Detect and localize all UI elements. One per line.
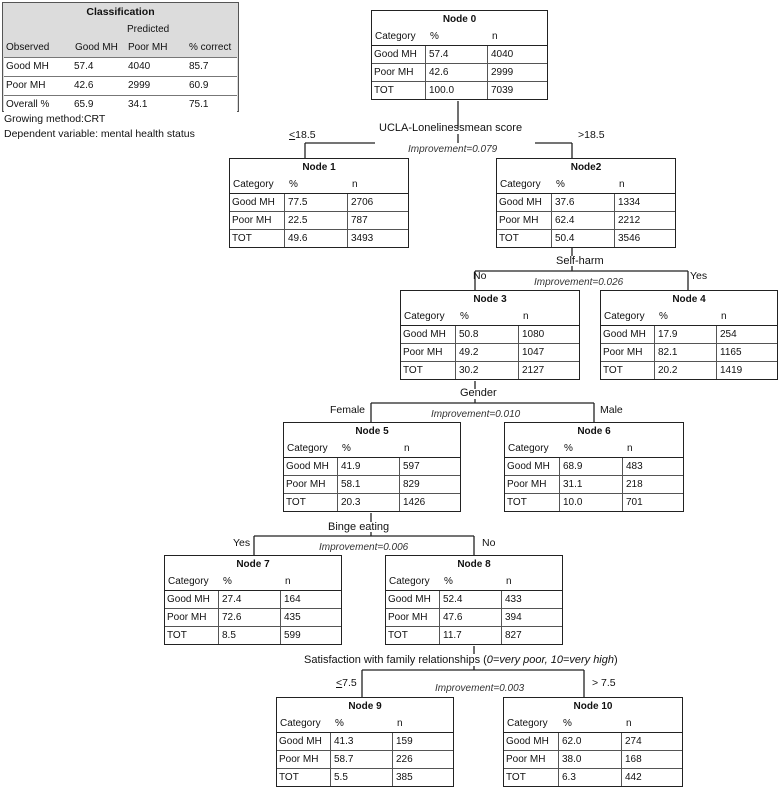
node-cell-n: 1080: [522, 329, 545, 340]
classification-row: [4, 95, 237, 114]
node-cell-category: Poor MH: [279, 754, 319, 765]
node-cell-n: 1426: [403, 497, 426, 508]
node-cell-category: Good MH: [388, 594, 431, 605]
node-cell-n: 274: [625, 736, 642, 747]
classification-row: [4, 76, 237, 95]
node-header-row: [601, 308, 777, 325]
node-row: [372, 63, 547, 81]
classification-header-row: [3, 39, 238, 57]
node-row: [284, 475, 460, 493]
node-cell-category: Poor MH: [388, 612, 428, 623]
node-cell-category: Poor MH: [403, 347, 443, 358]
branch-value: 7.5: [342, 677, 357, 689]
node-row: [504, 750, 682, 768]
node-header-percent: %: [289, 179, 298, 190]
node-header-category: Category: [500, 179, 541, 190]
cell-observed: Overall %: [6, 99, 50, 110]
cell-observed: Good MH: [6, 61, 49, 72]
node-cell-category: Poor MH: [167, 612, 207, 623]
node-cell-category: TOT: [388, 630, 408, 641]
node-row: [505, 458, 683, 475]
node-header-n: n: [397, 718, 403, 729]
node-title: Node 5: [355, 426, 389, 437]
node-header-category: Category: [375, 31, 416, 42]
node-cell-n: 1334: [618, 197, 641, 208]
tree-node: [371, 10, 548, 100]
node-cell-n: 1419: [720, 365, 743, 376]
node-header-percent: %: [556, 179, 565, 190]
node-cell-percent: 8.5: [222, 630, 236, 641]
node-header-n: n: [492, 31, 498, 42]
tree-node: [496, 158, 676, 248]
node-title: Node 10: [573, 701, 613, 712]
branch-label-left: No: [473, 270, 487, 282]
node-header-row: [401, 308, 579, 325]
node-row: [165, 626, 341, 644]
branch-label-right: Male: [600, 404, 623, 416]
branch-value: 18.5: [295, 129, 316, 141]
node-row: [230, 229, 408, 247]
node-row: [601, 326, 777, 343]
classification-title: Classification: [86, 6, 155, 18]
node-cell-percent: 77.5: [288, 197, 308, 208]
node-row: [284, 458, 460, 475]
branch-label-left: [289, 129, 316, 141]
branch-label-right: Yes: [690, 270, 708, 282]
node-cell-category: TOT: [167, 630, 187, 641]
node-cell-n: 7039: [491, 85, 514, 96]
node-cell-percent: 50.4: [555, 233, 575, 244]
node-cell-n: 168: [625, 754, 642, 765]
node-header-percent: %: [444, 576, 453, 587]
node-cell-n: 435: [284, 612, 301, 623]
node-cell-n: 827: [505, 630, 522, 641]
cell-good-mh: 65.9: [74, 99, 94, 110]
split-improvement: Improvement=0.026: [534, 277, 624, 288]
node-cell-category: Poor MH: [506, 754, 546, 765]
node-cell-percent: 5.5: [334, 772, 348, 783]
node-cell-n: 254: [720, 329, 737, 340]
node-row: [372, 46, 547, 63]
node-header-row: [165, 573, 341, 590]
node-header-n: n: [285, 576, 291, 587]
node-header-n: n: [404, 443, 410, 454]
node-cell-percent: 49.6: [288, 233, 308, 244]
node-cell-n: 218: [626, 479, 643, 490]
cell-good-mh: 57.4: [74, 61, 94, 72]
node-cell-category: TOT: [279, 772, 299, 783]
node-cell-category: Poor MH: [507, 479, 547, 490]
node-header-category: Category: [233, 179, 274, 190]
node-header-percent: %: [342, 443, 351, 454]
node-row: [504, 768, 682, 786]
node-row: [601, 361, 777, 379]
tree-node: [283, 422, 461, 512]
node-header-n: n: [352, 179, 358, 190]
cell-percent-correct: 60.9: [189, 80, 209, 91]
node-header-row: [277, 715, 453, 732]
node-cell-percent: 37.6: [555, 197, 575, 208]
node-header-percent: %: [430, 31, 439, 42]
node-header-row: [386, 573, 562, 590]
node-cell-category: Good MH: [286, 461, 329, 472]
node-header-row: [497, 176, 675, 193]
node-row: [277, 768, 453, 786]
node-cell-category: TOT: [506, 772, 526, 783]
node-cell-category: TOT: [232, 233, 252, 244]
split-improvement: Improvement=0.003: [435, 683, 525, 694]
node-header-n: n: [626, 718, 632, 729]
node-row: [386, 608, 562, 626]
tree-node: [503, 697, 683, 787]
node-header-category: Category: [404, 311, 445, 322]
node-cell-percent: 50.8: [459, 329, 479, 340]
tree-node: [164, 555, 342, 645]
node-header-category: Category: [604, 311, 645, 322]
node-header-n: n: [721, 311, 727, 322]
node-row: [401, 343, 579, 361]
node-header-percent: %: [223, 576, 232, 587]
node-row: [504, 733, 682, 750]
node-row: [284, 493, 460, 511]
branch-label-right: No: [482, 537, 496, 549]
split-improvement: Improvement=0.010: [431, 409, 521, 420]
tree-node: [385, 555, 563, 645]
node-cell-percent: 52.4: [443, 594, 463, 605]
node-cell-percent: 82.1: [658, 347, 678, 358]
node-row: [277, 750, 453, 768]
node-cell-n: 226: [396, 754, 413, 765]
node-header-percent: %: [659, 311, 668, 322]
node-cell-category: TOT: [499, 233, 519, 244]
node-cell-category: Good MH: [506, 736, 549, 747]
node-cell-n: 2706: [351, 197, 374, 208]
node-cell-n: 2212: [618, 215, 641, 226]
header-poor-mh: Poor MH: [128, 42, 168, 53]
tree-node: [276, 697, 454, 787]
node-cell-percent: 30.2: [459, 365, 479, 376]
split-variable-self-harm: Self-harm: [556, 255, 604, 267]
node-cell-n: 597: [403, 461, 420, 472]
node-title: Node 7: [236, 559, 270, 570]
node-cell-n: 164: [284, 594, 301, 605]
tree-node: [504, 422, 684, 512]
header-observed: Observed: [6, 42, 50, 53]
node-row: [165, 591, 341, 608]
node-title: Node 6: [577, 426, 611, 437]
node-cell-n: 829: [403, 479, 420, 490]
node-header-category: Category: [507, 718, 548, 729]
split-variable-binge-eating: Binge eating: [328, 521, 390, 533]
split-variable-gender: Gender: [460, 387, 497, 399]
node-cell-percent: 68.9: [563, 461, 583, 472]
node-row: [505, 475, 683, 493]
node-title: Node 9: [348, 701, 382, 712]
classification-table: [2, 2, 239, 112]
node-row: [165, 608, 341, 626]
node-header-category: Category: [280, 718, 321, 729]
node-row: [277, 733, 453, 750]
node-cell-category: Good MH: [279, 736, 322, 747]
node-cell-percent: 62.4: [555, 215, 575, 226]
node-cell-percent: 47.6: [443, 612, 463, 623]
node-title: Node 8: [457, 559, 491, 570]
node-header-percent: %: [563, 718, 572, 729]
node-title: Node 0: [442, 14, 477, 25]
variable-name: Satisfaction with family relationships (: [304, 654, 487, 666]
node-title: Node 1: [302, 162, 336, 173]
dependent-variable-note: Dependent variable: mental health status: [4, 128, 195, 140]
node-cell-percent: 100.0: [429, 85, 455, 96]
cell-poor-mh: 2999: [128, 80, 151, 91]
node-cell-percent: 6.3: [562, 772, 576, 783]
node-row: [230, 194, 408, 211]
cell-observed: Poor MH: [6, 80, 46, 91]
node-header-category: Category: [287, 443, 328, 454]
node-header-category: Category: [508, 443, 549, 454]
node-cell-n: 483: [626, 461, 643, 472]
node-cell-percent: 41.3: [334, 736, 354, 747]
node-title: Node 3: [473, 294, 507, 305]
node-cell-category: Good MH: [167, 594, 210, 605]
header-percent-correct: % correct: [189, 42, 232, 53]
node-cell-n: 3493: [351, 233, 374, 244]
node-cell-category: Good MH: [507, 461, 550, 472]
node-cell-n: 599: [284, 630, 301, 641]
branch-label-left: [336, 677, 357, 689]
node-cell-percent: 58.1: [341, 479, 361, 490]
node-cell-percent: 41.9: [341, 461, 361, 472]
branch-label-right: >18.5: [578, 129, 605, 141]
node-cell-n: 1165: [720, 347, 742, 358]
node-header-percent: %: [564, 443, 573, 454]
node-cell-n: 442: [625, 772, 642, 783]
split-improvement: Improvement=0.079: [408, 144, 498, 155]
branch-operator: <: [336, 677, 343, 689]
tree-node: [400, 290, 580, 380]
branch-label-left: Yes: [233, 537, 251, 549]
node-cell-category: TOT: [403, 365, 423, 376]
variable-scale: 0=very poor, 10=very high: [486, 654, 614, 666]
node-cell-percent: 38.0: [562, 754, 582, 765]
cell-poor-mh: 4040: [128, 61, 151, 72]
node-cell-percent: 42.6: [429, 67, 449, 78]
growing-method-note: Growing method:CRT: [4, 113, 106, 125]
cell-good-mh: 42.6: [74, 80, 94, 91]
node-cell-n: 787: [351, 215, 368, 226]
node-cell-n: 2999: [491, 67, 514, 78]
node-header-category: Category: [389, 576, 430, 587]
node-row: [230, 211, 408, 229]
node-cell-n: 3546: [618, 233, 641, 244]
node-header-n: n: [627, 443, 633, 454]
node-cell-percent: 72.6: [222, 612, 242, 623]
node-cell-category: TOT: [374, 85, 394, 96]
node-title: Node 4: [672, 294, 706, 305]
node-row: [401, 326, 579, 343]
tree-node: [600, 290, 778, 380]
node-cell-percent: 31.1: [563, 479, 583, 490]
node-header-row: [505, 440, 683, 457]
header-good-mh: Good MH: [75, 42, 118, 53]
node-cell-n: 394: [505, 612, 522, 623]
node-cell-n: 2127: [522, 365, 545, 376]
node-cell-n: 159: [396, 736, 413, 747]
node-cell-category: Poor MH: [232, 215, 272, 226]
split-variable-family-satisfaction: [304, 654, 618, 666]
node-cell-category: Good MH: [499, 197, 542, 208]
node-cell-category: Good MH: [403, 329, 446, 340]
node-cell-n: 385: [396, 772, 413, 783]
node-header-category: Category: [168, 576, 209, 587]
node-header-row: [284, 440, 460, 457]
classification-row: [4, 57, 237, 76]
node-cell-percent: 20.3: [341, 497, 361, 508]
node-cell-percent: 22.5: [288, 215, 308, 226]
node-cell-category: Good MH: [374, 49, 417, 60]
node-cell-category: TOT: [507, 497, 527, 508]
node-cell-category: Poor MH: [603, 347, 643, 358]
node-cell-category: TOT: [286, 497, 306, 508]
node-cell-percent: 58.7: [334, 754, 354, 765]
split-variable-loneliness: UCLA-Lonelinessmean score: [379, 122, 523, 134]
node-cell-category: Poor MH: [499, 215, 539, 226]
cell-percent-correct: 75.1: [189, 99, 209, 110]
variable-close: ): [614, 654, 618, 666]
node-header-n: n: [619, 179, 625, 190]
node-row: [401, 361, 579, 379]
node-cell-n: 1047: [522, 347, 545, 358]
node-cell-category: Good MH: [603, 329, 646, 340]
node-header-row: [372, 28, 547, 45]
node-header-percent: %: [460, 311, 469, 322]
node-row: [497, 194, 675, 211]
branch-label-left: Female: [330, 404, 366, 416]
node-header-percent: %: [335, 718, 344, 729]
node-cell-category: Poor MH: [374, 67, 414, 78]
cell-percent-correct: 85.7: [189, 61, 209, 72]
node-row: [497, 229, 675, 247]
split-improvement: Improvement=0.006: [319, 542, 409, 553]
predicted-label: Predicted: [127, 24, 170, 35]
node-cell-category: Good MH: [232, 197, 275, 208]
node-cell-n: 433: [505, 594, 522, 605]
branch-operator: <: [289, 129, 296, 141]
node-cell-percent: 20.2: [658, 365, 678, 376]
node-header-n: n: [523, 311, 529, 322]
node-title: Node2: [570, 162, 602, 173]
node-cell-percent: 49.2: [459, 347, 479, 358]
node-cell-n: 701: [626, 497, 643, 508]
node-row: [386, 626, 562, 644]
node-header-n: n: [506, 576, 512, 587]
branch-label-right: > 7.5: [592, 677, 616, 689]
node-cell-category: Poor MH: [286, 479, 326, 490]
node-cell-percent: 62.0: [562, 736, 582, 747]
node-cell-percent: 10.0: [563, 497, 583, 508]
node-row: [386, 591, 562, 608]
node-row: [497, 211, 675, 229]
node-row: [601, 343, 777, 361]
node-cell-percent: 17.9: [658, 329, 678, 340]
tree-node: [229, 158, 409, 248]
node-row: [505, 493, 683, 511]
node-cell-category: TOT: [603, 365, 623, 376]
node-header-row: [230, 176, 408, 193]
node-row: [372, 81, 547, 99]
node-cell-percent: 11.7: [443, 630, 462, 641]
cell-poor-mh: 34.1: [128, 99, 148, 110]
node-header-row: [504, 715, 682, 732]
node-cell-percent: 27.4: [222, 594, 242, 605]
node-cell-percent: 57.4: [429, 49, 449, 60]
node-cell-n: 4040: [491, 49, 514, 60]
